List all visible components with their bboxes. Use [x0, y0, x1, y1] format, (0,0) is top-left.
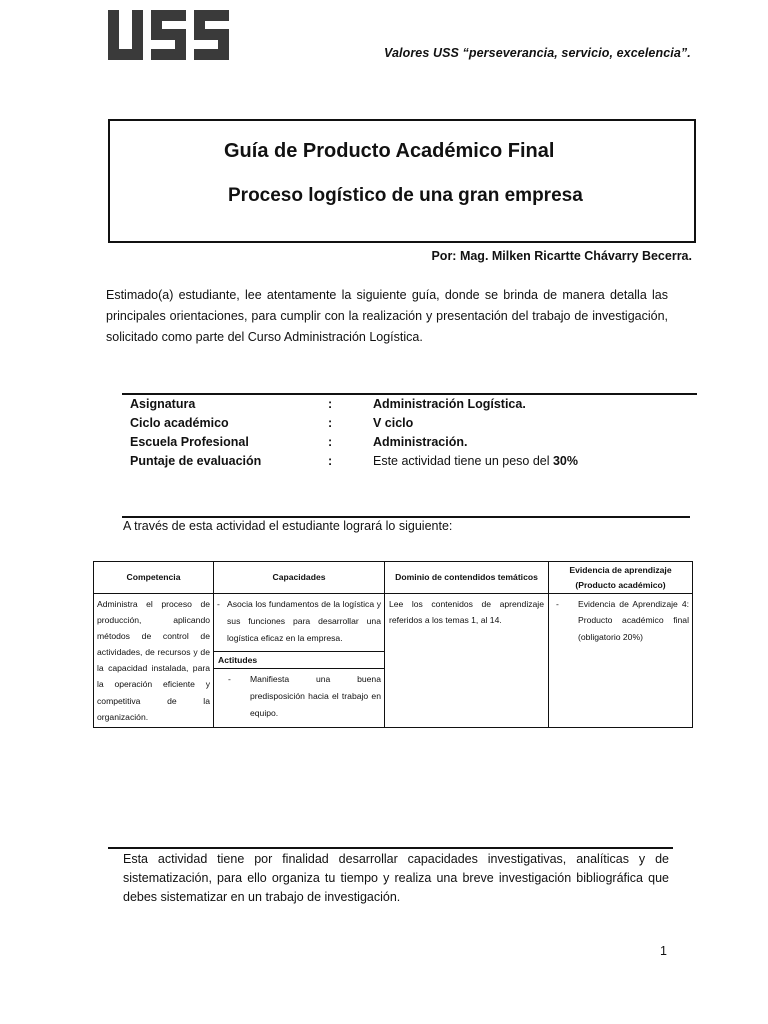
document-subtitle: Proceso logístico de una gran empresa [228, 185, 583, 206]
divider-top [122, 393, 697, 395]
header-evidencia: Evidencia de aprendizaje (Producto académico) [549, 562, 693, 594]
table-row [94, 594, 693, 728]
title-box [108, 119, 696, 243]
capacidad-text: Asocia los fundamentos de la logística y sus funciones para desarrollar una logística eficaz en la empresa. [227, 599, 381, 643]
info-label: Escuela Profesional [130, 435, 249, 449]
header-dominio: Dominio de contendidos temáticos [385, 562, 549, 594]
info-colon: : [328, 435, 333, 449]
intro-paragraph: Estimado(a) estudiante, lee atentamente la siguiente guía, donde se brinda de manera detalla las principales orientaciones, para cumplir con la realización y presentación del trabajo de investigación, solicitado como parte del Curso Administración Logística. [106, 288, 668, 344]
info-colon: : [328, 397, 333, 411]
table-header-row [94, 562, 693, 594]
bullet-dash: - [217, 599, 220, 609]
institution-values: Valores USS “perseverancia, servicio, excelencia”. [384, 46, 691, 60]
page-number: 1 [660, 944, 667, 958]
info-value [373, 454, 578, 468]
capacidad-item [214, 594, 384, 651]
info-label: Ciclo académico [130, 416, 229, 430]
actitudes-label: Actitudes [214, 651, 384, 669]
purpose-paragraph: Esta actividad tiene por finalidad desarrollar capacidades investigativas, analíticas y de sistematización, para ello organiza tu tiempo y realiza una breve investigación bibliográfica que debes sistematizar en un trabajo de investigación. [123, 852, 669, 904]
uss-logo [108, 10, 230, 60]
info-value-text: Este actividad tiene un peso del [373, 454, 553, 468]
bullet-dash: - [556, 599, 559, 609]
info-colon: : [328, 416, 333, 430]
evidencia-cell [549, 594, 693, 728]
info-value: Administración Logística. [373, 397, 526, 411]
evidencia-item [549, 594, 692, 647]
competencia-cell: Administra el proceso de producción, aplicando métodos de control de actividades, de recursos y de la capacidad instalada, para la operación eficiente y competitiva de la organización. [94, 594, 214, 728]
info-value: V ciclo [373, 416, 414, 430]
competence-table [93, 561, 693, 728]
header-competencia: Competencia [94, 562, 214, 594]
dominio-cell: Lee los contenidos de aprendizaje referidos a los temas 1, al 14. [385, 594, 549, 728]
actitud-text: Manifiesta una buena predisposición hacia el trabajo en equipo. [250, 674, 381, 718]
evidencia-text: Evidencia de Aprendizaje 4: Producto académico final (obligatorio 20%) [578, 599, 689, 642]
info-label: Asignatura [130, 397, 196, 411]
info-value: Administración. [373, 435, 468, 449]
actitud-item [214, 669, 384, 726]
author-line: Por: Mag. Milken Ricartte Chávarry Becerra. [431, 249, 692, 263]
weight-percent: 30% [552, 454, 579, 468]
capacidades-cell [214, 594, 385, 728]
divider-middle [122, 516, 690, 518]
header-capacidades: Capacidades [214, 562, 385, 594]
info-colon: : [328, 454, 333, 468]
info-label: Puntaje de evaluación [130, 454, 262, 468]
bullet-dash: - [228, 674, 231, 684]
objective-line: A través de esta actividad el estudiante logrará lo siguiente: [123, 519, 453, 533]
document-title: Guía de Producto Académico Final [224, 140, 555, 162]
divider-bottom [108, 847, 673, 849]
